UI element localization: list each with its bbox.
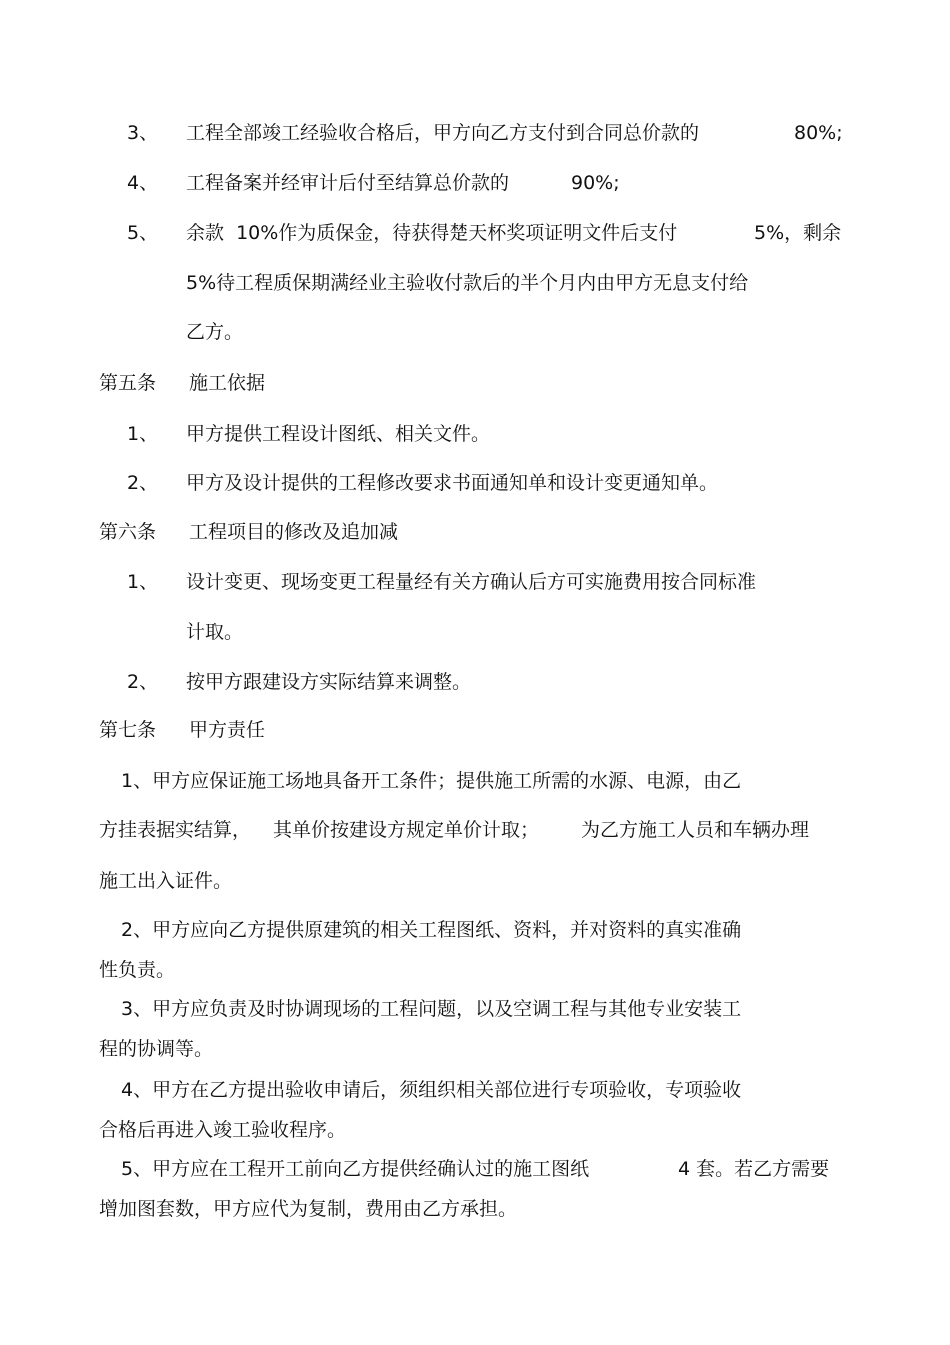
paragraph-line: 其单价按建设方规定单价计取； bbox=[273, 819, 540, 841]
item-text: 工程全部竣工经验收合格后，甲方向乙方支付到合同总价款的 bbox=[186, 122, 700, 144]
article-label: 第六条 bbox=[99, 521, 157, 543]
item-text-continued: 乙方。 bbox=[186, 321, 244, 343]
item-number: 5、 bbox=[127, 222, 159, 244]
paragraph-line: 4、甲方在乙方提出验收申请后，须组织相关部位进行专项验收，专项验收 bbox=[121, 1079, 742, 1101]
article-label: 第七条 bbox=[99, 719, 157, 741]
item-text-tail: 90%; bbox=[571, 172, 620, 194]
paragraph-line: 性负责。 bbox=[99, 959, 176, 981]
paragraph-line: 3、甲方应负责及时协调现场的工程问题，以及空调工程与其他专业安装工 bbox=[121, 998, 742, 1020]
item-number: 2、 bbox=[127, 472, 159, 494]
item-number: 4、 bbox=[127, 172, 159, 194]
article-label: 第五条 bbox=[99, 372, 157, 394]
item-number: 1、 bbox=[127, 423, 159, 445]
paragraph-line: 程的协调等。 bbox=[99, 1038, 214, 1060]
paragraph-line: 增加图套数，甲方应代为复制，费用由乙方承担。 bbox=[99, 1198, 518, 1220]
item-text: 设计变更、现场变更工程量经有关方确认后方可实施费用按合同标准 bbox=[186, 571, 757, 593]
paragraph-line: 为乙方施工人员和车辆办理 bbox=[581, 819, 810, 841]
paragraph-line: 合格后再进入竣工验收程序。 bbox=[99, 1119, 347, 1141]
article-title: 工程项目的修改及追加减 bbox=[189, 521, 399, 543]
item-text-tail: 80%; bbox=[794, 122, 843, 144]
item-number: 3、 bbox=[127, 122, 159, 144]
item-text: 工程备案并经审计后付至结算总价款的 bbox=[186, 172, 510, 194]
item-text-continued: 5%待工程质保期满经业主验收付款后的半个月内由甲方无息支付给 bbox=[186, 272, 749, 294]
paragraph-line: 2、甲方应向乙方提供原建筑的相关工程图纸、资料，并对资料的真实准确 bbox=[121, 919, 742, 941]
item-number: 2、 bbox=[127, 671, 159, 693]
paragraph-line: 方挂表据实结算， bbox=[99, 819, 252, 841]
item-text: 甲方及设计提供的工程修改要求书面通知单和设计变更通知单。 bbox=[186, 472, 719, 494]
item-text-tail: 5%，剩余 bbox=[754, 222, 842, 244]
item-text: 余款 10%作为质保金，待获得楚天杯奖项证明文件后支付 bbox=[186, 222, 678, 244]
item-text: 按甲方跟建设方实际结算来调整。 bbox=[186, 671, 472, 693]
paragraph-line: 施工出入证件。 bbox=[99, 870, 233, 892]
article-title: 甲方责任 bbox=[189, 719, 266, 741]
article-title: 施工依据 bbox=[189, 372, 266, 394]
paragraph-line: 1、甲方应保证施工场地具备开工条件；提供施工所需的水源、电源，由乙 bbox=[121, 770, 742, 792]
item-text-continued: 计取。 bbox=[186, 621, 244, 643]
paragraph-line: 4 套。若乙方需要 bbox=[678, 1158, 830, 1180]
item-text: 甲方提供工程设计图纸、相关文件。 bbox=[186, 423, 491, 445]
paragraph-line: 5、甲方应在工程开工前向乙方提供经确认过的施工图纸 bbox=[121, 1158, 590, 1180]
item-number: 1、 bbox=[127, 571, 159, 593]
